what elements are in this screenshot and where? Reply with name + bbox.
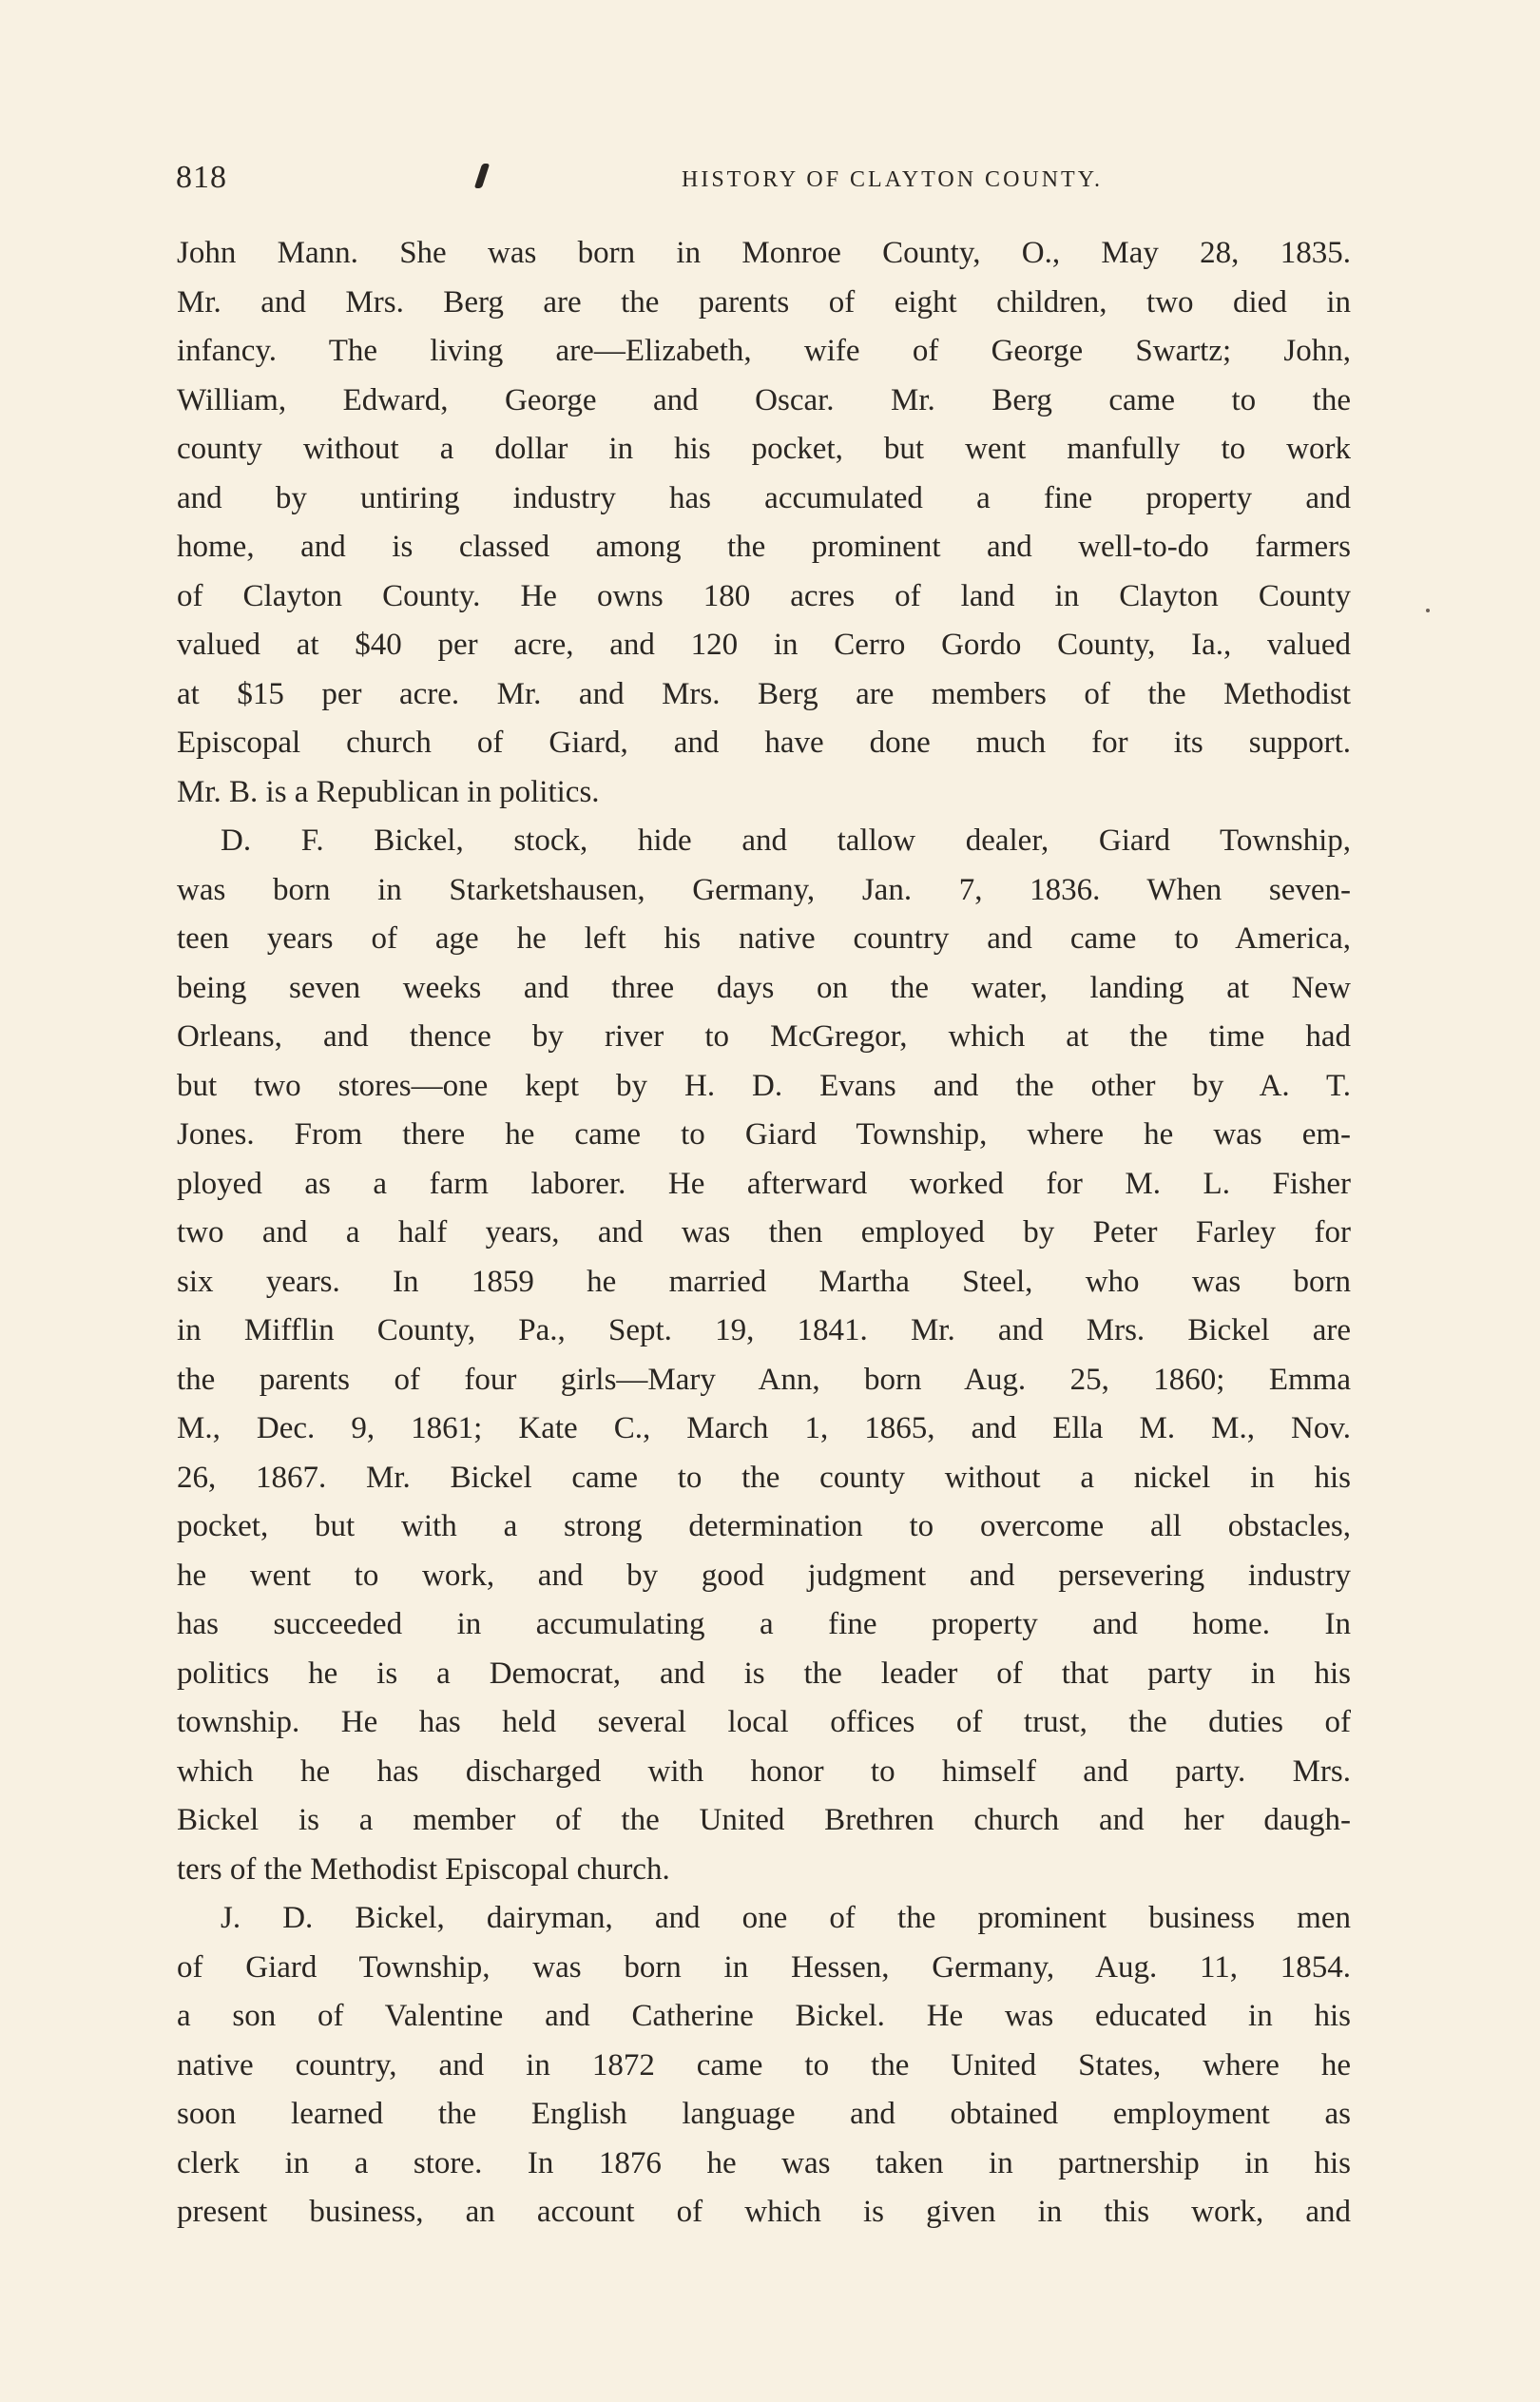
text-line: Mr. and Mrs. Berg are the parents of eight children, two died in (177, 284, 1351, 320)
text-line: at $15 per acre. Mr. and Mrs. Berg are members of the Methodist (177, 676, 1351, 711)
text-line: native country, and in 1872 came to the United States, where he (177, 2047, 1351, 2082)
text-line: pocket, but with a strong determination to overcome all obstacles, (177, 1509, 1351, 1543)
text-line: Episcopal church of Giard, and have done much for its support. (177, 726, 1351, 760)
header-ornament-icon (474, 164, 490, 188)
ink-speck (1426, 609, 1430, 612)
body-text (177, 229, 1351, 2237)
text-line: teen years of age he left his native country and came to America, (177, 921, 1351, 956)
text-line: a son of Valentine and Catherine Bickel. He was educated in his (177, 1999, 1351, 2033)
text-line: clerk in a store. In 1876 he was taken in partnership in his (177, 2145, 1351, 2180)
text-line: infancy. The living are—Elizabeth, wife of George Swartz; John, (177, 334, 1351, 368)
text-line: of Clayton County. He owns 180 acres of land in Clayton County (177, 578, 1351, 613)
text-line: being seven weeks and three days on the water, landing at New (177, 970, 1351, 1005)
text-line: Mr. B. is a Republican in politics. (177, 774, 600, 809)
text-line: John Mann. She was born in Monroe County, O., May 28, 1835. (177, 236, 1351, 270)
text-line: D. F. Bickel, stock, hide and tallow dealer, Giard Township, (221, 823, 1351, 858)
text-line: soon learned the English language and obtained employment as (177, 2097, 1351, 2131)
text-line: Orleans, and thence by river to McGregor, which at the time had (177, 1019, 1351, 1054)
page-header (176, 160, 1364, 207)
text-line: M., Dec. 9, 1861; Kate C., March 1, 1865, and Ella M. M., Nov. (177, 1411, 1351, 1445)
text-line: 26, 1867. Mr. Bickel came to the county without a nickel in his (177, 1460, 1351, 1495)
text-line: and by untiring industry has accumulated a fine property and (177, 480, 1351, 515)
text-line: was born in Starketshausen, Germany, Jan. 7, 1836. When seven- (177, 872, 1351, 907)
text-line: township. He has held several local offices of trust, the duties of (177, 1705, 1351, 1739)
text-line: six years. In 1859 he married Martha Steel, who was born (177, 1264, 1351, 1299)
text-line: in Mifflin County, Pa., Sept. 19, 1841. Mr. and Mrs. Bickel are (177, 1313, 1351, 1347)
text-line: Jones. From there he came to Giard Township, where he was em- (177, 1117, 1351, 1152)
text-line: has succeeded in accumulating a fine property and home. In (177, 1607, 1351, 1641)
text-line: county without a dollar in his pocket, but went manfully to work (177, 432, 1351, 466)
text-line: ters of the Methodist Episcopal church. (177, 1851, 670, 1887)
text-line: politics he is a Democrat, and is the leader of that party in his (177, 1656, 1351, 1691)
text-line: home, and is classed among the prominent and well-to-do farmers (177, 530, 1351, 564)
text-line: present business, an account of which is given in this work, and (177, 2195, 1351, 2229)
text-line: the parents of four girls—Mary Ann, born Aug. 25, 1860; Emma (177, 1362, 1351, 1397)
text-line: William, Edward, George and Oscar. Mr. Berg came to the (177, 382, 1351, 417)
running-title: HISTORY OF CLAYTON COUNTY. (682, 167, 1103, 192)
text-line: ployed as a farm laborer. He afterward worked for M. L. Fisher (177, 1166, 1351, 1201)
text-line: which he has discharged with honor to himself and party. Mrs. (177, 1753, 1351, 1789)
page-number: 818 (176, 160, 227, 195)
text-line: two and a half years, and was then employed by Peter Farley for (177, 1215, 1351, 1249)
text-line: Bickel is a member of the United Brethren church and her daugh- (177, 1803, 1351, 1837)
text-line: of Giard Township, was born in Hessen, Germany, Aug. 11, 1854. (177, 1949, 1351, 1985)
text-line: valued at $40 per acre, and 120 in Cerro Gordo County, Ia., valued (177, 628, 1351, 662)
text-line: he went to work, and by good judgment and persevering industry (177, 1558, 1351, 1593)
text-line: J. D. Bickel, dairyman, and one of the prominent business men (221, 1901, 1351, 1935)
text-line: but two stores—one kept by H. D. Evans and the other by A. T. (177, 1068, 1351, 1103)
